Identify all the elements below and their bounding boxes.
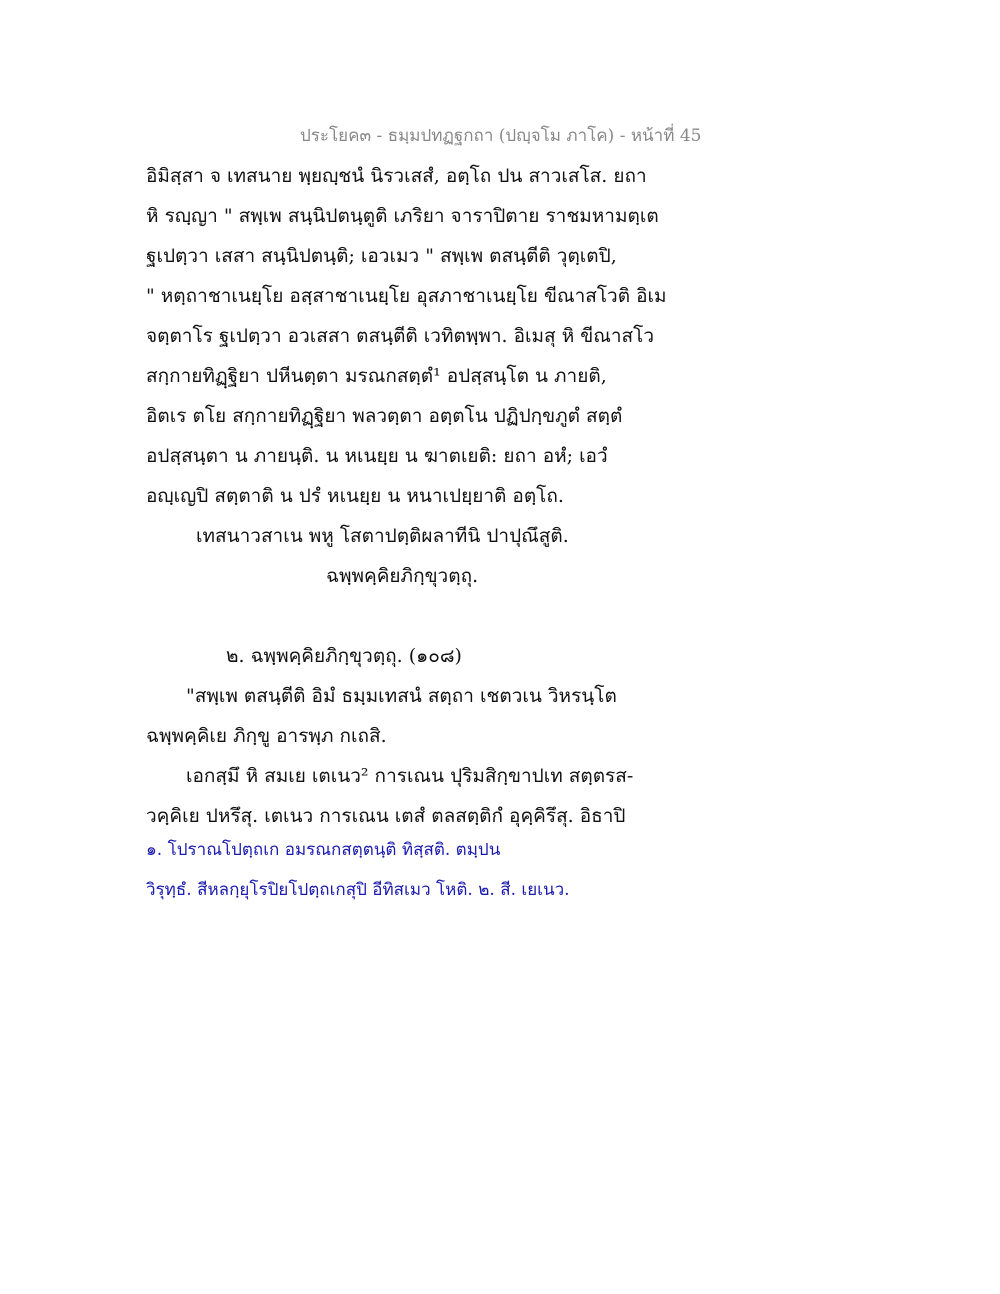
footnote-line: ๑. โปราณโปตฺถเก อมรณกสตฺตนฺติ ทิสฺสติ. ตมฺปน	[146, 840, 501, 860]
closing-line: เทสนาวสาเน พหู โสตาปตฺติผลาทีนิ ปาปุณึสูติ.	[196, 525, 569, 547]
paragraph-line: อญฺเญปิ สตฺตาติ น ปรํ หเนยฺย น หนาเปยฺยาติ อตฺโถ.	[146, 485, 564, 507]
footnote-line: วิรุทฺธํ. สีหลกฺยุโรปิยโปตฺถเกสุปิ อีทิสเมว โหติ. ๒. สี. เยเนว.	[146, 880, 570, 900]
footnotes	[146, 830, 666, 910]
paragraph-line: ฉพฺพคฺคิเย ภิกฺขู อารพฺภ กเถสิ.	[146, 725, 387, 747]
paragraph-line: อปสฺสนฺตา น ภายนฺติ. น หเนยฺย น ฆาตเยติ: ยถา อหํ; เอวํ	[146, 445, 608, 467]
paragraph-line: "สพฺเพ ตสนฺตีติ อิมํ ธมฺมเทสนํ สตฺถา เชตวเน วิหรนฺโต	[186, 685, 617, 707]
paragraph-line: วคฺคิเย ปหรึสุ. เตเนว การเณน เตสํ ตลสตฺติกํ อุคฺคิรึสุ. อิธาปิ	[146, 805, 626, 827]
section-title: ๒. ฉพฺพคฺคิยภิกฺขุวตฺถุ. (๑๐๘)	[226, 645, 462, 667]
paragraph-line: ฐเปตฺวา เสสา สนฺนิปตนฺติ; เอวเมว " สพฺเพ ตสนฺตีติ วุตฺเตปิ,	[146, 245, 617, 267]
story-end-title: ฉพฺพคฺคิยภิกฺขุวตฺถุ.	[326, 565, 479, 587]
section-gap	[146, 596, 666, 636]
main-text	[146, 156, 666, 836]
paragraph-line: สกฺกายทิฏฺฐิยา ปหีนตฺตา มรณกสตฺตํ¹ อปสฺสนฺโต น ภายติ,	[146, 365, 607, 387]
running-header: ประโยค๓ - ธมฺมปทฏฐกถา (ปญฺจโม ภาโค) - หน้าที่ 45	[300, 126, 702, 146]
paragraph-line: อิมิสฺสา จ เทสนาย พฺยญฺชนํ นิรวเสสํ, อตฺโถ ปน สาวเสโส. ยถา	[146, 165, 647, 187]
paragraph-line: จตฺตาโร ฐเปตฺวา อวเสสา ตสนฺตีติ เวทิตพฺพา. อิเมสุ หิ ขีณาสโว	[146, 325, 655, 347]
paragraph-line: หิ รญฺญา " สพฺเพ สนฺนิปตนฺตูติ เภริยา จาราปิตาย ราชมหามตฺเต	[146, 205, 659, 227]
paragraph-line: เอกสฺมึ หิ สมเย เตเนว² การเณน ปุริมสิกฺขาปเท สตฺตรส-	[186, 765, 634, 787]
paragraph-line: อิตเร ตโย สกฺกายทิฏฺฐิยา พลวตฺตา อตฺตโน ปฏิปกฺขภูตํ สตฺตํ	[146, 405, 623, 427]
paragraph-line: " หตฺถาชาเนยฺโย อสฺสาชาเนยฺโย อุสภาชาเนยฺโย ขีณาสโวติ อิเม	[146, 285, 667, 307]
